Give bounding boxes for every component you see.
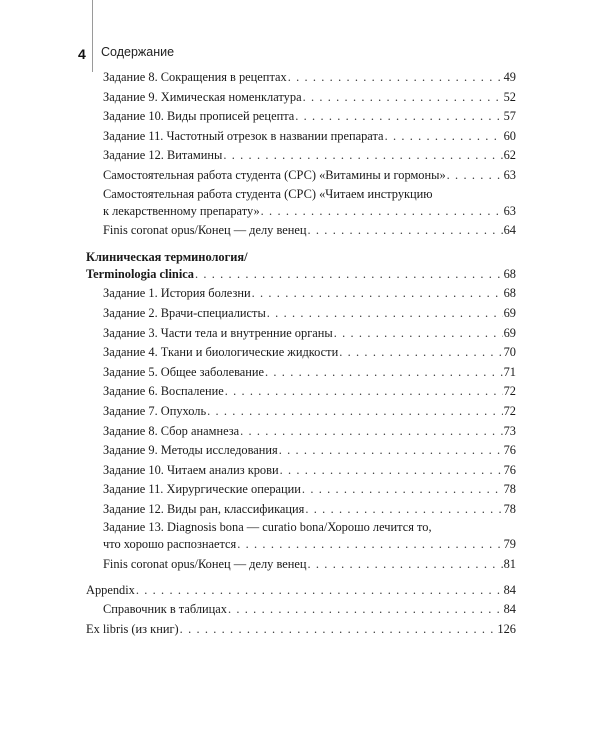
toc-entry-title: Finis coronat opus/Конец — делу венец: [103, 223, 307, 238]
toc-entry-title: Appendix: [86, 582, 135, 597]
toc-entry-title: Задание 4. Ткани и биологические жидкости: [103, 345, 339, 360]
toc-entry-page: 126: [497, 621, 516, 636]
toc-entry[interactable]: [86, 88, 516, 108]
toc-entry-multiline-line1[interactable]: Задание 13. Diagnosis bona — curatio bona/Хорошо лечится то,: [103, 520, 432, 535]
toc-entry[interactable]: [86, 68, 516, 88]
toc-entry[interactable]: [86, 363, 516, 383]
toc-entry-multiline-line2[interactable]: [86, 202, 516, 222]
toc-leader-dots: [195, 265, 503, 285]
toc-entry[interactable]: [86, 146, 516, 166]
toc-leader-dots: [308, 555, 503, 575]
header-divider: [92, 0, 93, 72]
toc-entry-title: Задание 11. Частотный отрезок в названии препарата: [103, 128, 384, 143]
toc-entry-page: 69: [503, 325, 516, 340]
toc-entry-title: что хорошо распознается: [103, 537, 237, 552]
toc-entry-title: Задание 8. Сокращения в рецептах: [103, 70, 287, 84]
toc-entry-multiline-line2[interactable]: [86, 535, 516, 555]
toc-leader-dots: [228, 600, 503, 620]
toc-appendix-sub[interactable]: [86, 600, 516, 620]
toc-leader-dots: [334, 324, 503, 344]
toc-leader-dots: [265, 363, 503, 383]
toc-leader-dots: [261, 202, 503, 222]
toc-entry[interactable]: [86, 402, 516, 422]
toc-entry-page: 63: [503, 203, 516, 218]
toc-entry-page: 79: [503, 537, 516, 552]
toc-entry-page: 84: [503, 582, 516, 597]
toc-entry-page: 73: [503, 423, 516, 438]
toc-entry-title: Задание 5. Общее заболевание: [103, 364, 265, 379]
section-title: Содержание: [101, 45, 175, 59]
toc-entry-page: 84: [503, 602, 516, 617]
toc-entry-multiline-line1[interactable]: Самостоятельная работа студента (СРС) «Читаем инструкцию: [103, 186, 433, 201]
toc-entry-title: Задание 8. Сбор анамнеза: [103, 423, 240, 438]
toc-entry-title: Задание 9. Методы исследования: [103, 443, 278, 458]
toc-entry[interactable]: [86, 166, 516, 186]
toc-entry[interactable]: [86, 500, 516, 520]
toc-entry-page: 72: [503, 384, 516, 399]
toc-entry-title: Задание 6. Воспаление: [103, 384, 224, 399]
toc-entry-title: Задание 1. История болезни: [103, 286, 251, 301]
toc-entry[interactable]: [86, 441, 516, 461]
page-number: 4: [78, 46, 86, 62]
toc-entry[interactable]: [86, 422, 516, 442]
toc-leader-dots: [302, 480, 503, 500]
toc-leader-dots: [207, 402, 502, 422]
chapter-page: 68: [503, 266, 516, 281]
toc-entry-title: Задание 2. Врачи-специалисты: [103, 305, 266, 320]
toc-entry-page: 63: [503, 167, 516, 182]
toc-leader-dots: [385, 127, 503, 147]
toc-entry[interactable]: [86, 107, 516, 127]
toc-entry[interactable]: [86, 127, 516, 147]
toc-entry-title: Ex libris (из книг): [86, 621, 179, 636]
toc-entry-title: Задание 9. Химическая номенклатура: [103, 89, 302, 104]
toc-entry[interactable]: [86, 343, 516, 363]
toc-entry[interactable]: [86, 221, 516, 241]
toc-entry-title: Задание 7. Опухоль: [103, 403, 207, 418]
toc-entry[interactable]: [86, 555, 516, 575]
toc-leader-dots: [237, 535, 502, 555]
toc-entry[interactable]: [86, 461, 516, 481]
toc-leader-dots: [136, 581, 503, 601]
toc-entry-page: 76: [503, 443, 516, 458]
toc-entry-page: 72: [503, 403, 516, 418]
toc-leader-dots: [225, 382, 503, 402]
toc-ex-libris[interactable]: [86, 620, 516, 640]
toc-entry[interactable]: [86, 324, 516, 344]
toc-entry-title: Задание 3. Части тела и внутренние органы: [103, 325, 333, 340]
toc-leader-dots: [267, 304, 503, 324]
toc-group-1: [86, 68, 516, 186]
toc-entry-page: 81: [503, 557, 516, 572]
toc-entry-page: 70: [503, 345, 516, 360]
toc-entry-page: 49: [503, 70, 516, 84]
toc-entry[interactable]: [86, 382, 516, 402]
toc-entry-title: Finis coronat opus/Конец — делу венец: [103, 557, 307, 572]
toc-group-2: [86, 284, 516, 519]
toc-entry-page: 52: [503, 89, 516, 104]
chapter-title: Terminologia clinica: [86, 266, 194, 281]
toc-entry-title: Задание 12. Витамины: [103, 148, 223, 163]
chapter-heading-line1[interactable]: Клиническая терминология/: [86, 249, 248, 264]
toc-entry[interactable]: [86, 284, 516, 304]
toc-entry-page: 78: [503, 501, 516, 516]
toc-entry[interactable]: [86, 304, 516, 324]
toc-entry-page: 68: [503, 286, 516, 301]
toc-entry-title: Самостоятельная работа студента (СРС) «Витамины и гормоны»: [103, 167, 446, 182]
toc-entry-page: 60: [503, 128, 516, 143]
toc-leader-dots: [180, 620, 497, 640]
toc-leader-dots: [447, 166, 503, 186]
toc-leader-dots: [295, 107, 502, 127]
toc-entry-page: 71: [503, 364, 516, 379]
table-of-contents: [86, 68, 516, 639]
toc-leader-dots: [288, 68, 503, 88]
toc-appendix[interactable]: [86, 581, 516, 601]
toc-entry-page: 64: [503, 223, 516, 238]
toc-entry-title: Задание 11. Хирургические операции: [103, 482, 301, 497]
toc-leader-dots: [305, 500, 502, 520]
toc-leader-dots: [240, 422, 502, 442]
toc-entry-title: Задание 10. Читаем анализ крови: [103, 462, 279, 477]
toc-leader-dots: [308, 221, 503, 241]
toc-entry-page: 76: [503, 462, 516, 477]
toc-entry-title: к лекарственному препарату»: [103, 203, 260, 218]
toc-entry-page: 78: [503, 482, 516, 497]
toc-leader-dots: [223, 146, 502, 166]
running-header: [78, 44, 86, 64]
toc-entry-title: Задание 12. Виды ран, классификация: [103, 501, 305, 516]
toc-entry-page: 57: [503, 109, 516, 124]
toc-entry-page: 69: [503, 305, 516, 320]
toc-leader-dots: [339, 343, 502, 363]
toc-leader-dots: [303, 88, 503, 108]
toc-entry-page: 62: [503, 148, 516, 163]
toc-entry-title: Задание 10. Виды прописей рецепта: [103, 109, 295, 124]
toc-entry[interactable]: [86, 480, 516, 500]
toc-leader-dots: [279, 441, 503, 461]
toc-entry-title: Справочник в таблицах: [103, 602, 227, 617]
chapter-heading-line2[interactable]: [86, 265, 516, 285]
toc-leader-dots: [252, 284, 503, 304]
toc-leader-dots: [280, 461, 503, 481]
